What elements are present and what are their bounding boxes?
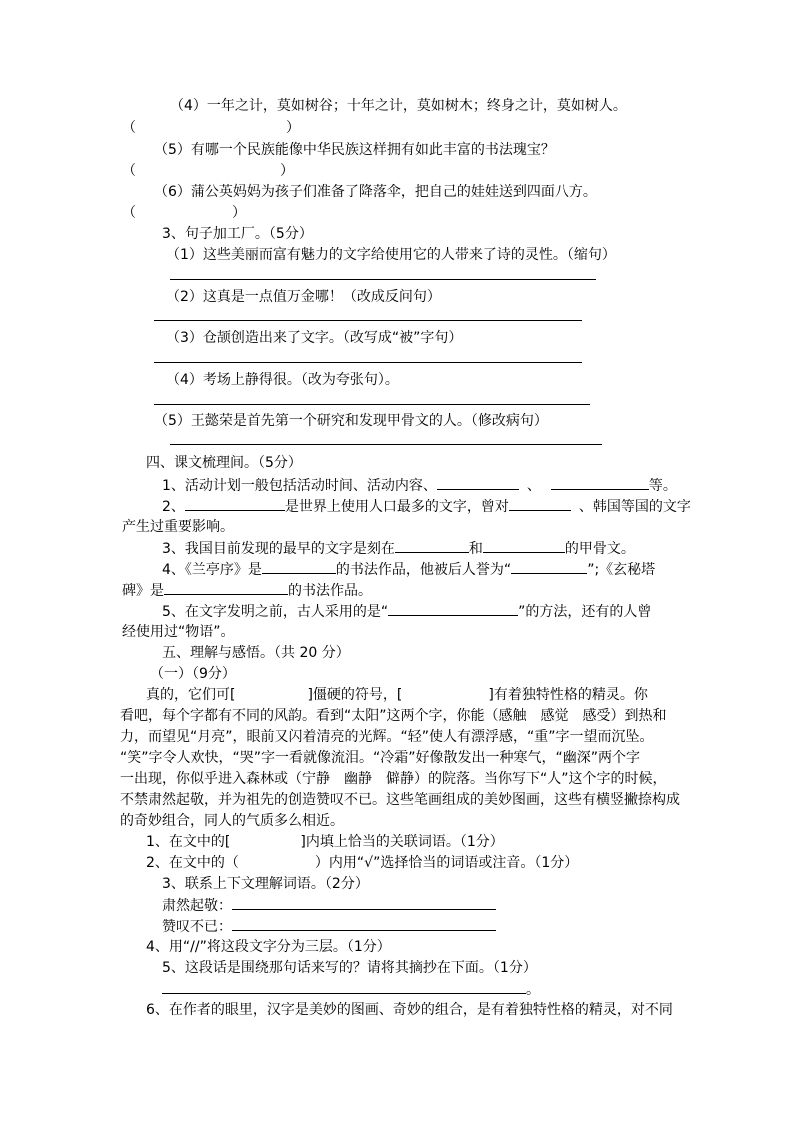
blank[interactable] bbox=[164, 580, 288, 595]
question-6: 6、在作者的眼里，汉字是美妙的图画、奇妙的组合，是有着独特性格的精灵，对不同 bbox=[146, 1002, 673, 1018]
section-4-title: 四、课文梳理间。（5分） bbox=[146, 455, 302, 471]
question-3a: 肃然起敬： bbox=[162, 895, 496, 916]
fill-item-5-cont: 经使用过“物语”。 bbox=[122, 624, 235, 640]
blank[interactable] bbox=[437, 475, 519, 490]
passage-line: 看吧，每个字都有不同的风韵。看到“太阳”这两个字，你能（感触 感觉 感受）到热和 bbox=[120, 708, 667, 724]
blank[interactable] bbox=[509, 496, 571, 511]
blank[interactable] bbox=[551, 475, 649, 490]
question-1: 1、在文中的[ ]内填上恰当的关联词语。（1分） bbox=[146, 834, 504, 850]
fill-item-5: 5、在文字发明之前，古人采用的是“ ”的方法，还有的人曾 bbox=[162, 601, 651, 622]
blank[interactable] bbox=[388, 601, 518, 616]
passage-line: 不禁肃然起敬，并为祖先的创造赞叹不已。这些笔画组成的美妙图画，这些有横竖撇捺构成 bbox=[120, 792, 680, 808]
question-3b: 赞叹不已： bbox=[162, 916, 496, 937]
blank[interactable] bbox=[262, 559, 336, 574]
fill-item-2: 2、 是世界上使用人口最多的文字，曾对 、韩国等国的文字 bbox=[162, 496, 691, 517]
fill-item-3: 3、我国目前发现的最早的文字是刻在 和 的甲骨文。 bbox=[162, 538, 635, 559]
section-3-title: 3、句子加工厂。（5分） bbox=[162, 226, 313, 242]
answer-paren-5: （ ） bbox=[122, 163, 294, 179]
fill-item-1: 1、活动计划一般包括活动时间、活动内容、 、 等。 bbox=[162, 475, 677, 496]
answer-paren-4: （ ） bbox=[122, 120, 300, 136]
passage-line: 真的，它们可[ ]僵硬的符号，[ ]有着独特性格的精灵。你 bbox=[146, 687, 648, 703]
answer-line-2[interactable] bbox=[154, 320, 582, 321]
answer-blank[interactable] bbox=[232, 916, 496, 931]
passage-line: 力，而望见“月亮”，眼前又闪着清亮的光辉。“轻”使人有漂浮感，“重”字一望而沉坠。 bbox=[120, 729, 654, 745]
answer-line-5[interactable] bbox=[170, 444, 602, 445]
blank[interactable] bbox=[395, 538, 469, 553]
fill-item-4-cont: 碑》是 的书法作品。 bbox=[122, 580, 372, 601]
answer-line-3[interactable] bbox=[154, 362, 582, 363]
fill-item-2-cont: 产生过重要影响。 bbox=[122, 519, 234, 535]
passage-1-label: （一）（9分） bbox=[150, 666, 236, 682]
exercise-4: （4）考场上静得很。（改为夸张句）。 bbox=[166, 372, 399, 388]
exercise-1: （1）这些美丽而富有魅力的文字给使用它的人带来了诗的灵性。（缩句） bbox=[166, 247, 616, 263]
question-4: 4、用“//”将这段文字分为三层。（1分） bbox=[146, 939, 391, 955]
section-5-title: 五、理解与感悟。（共 20 分） bbox=[162, 645, 350, 661]
sentence-6: （6）蒲公英妈妈为孩子们准备了降落伞，把自己的娃娃送到四面八方。 bbox=[154, 184, 597, 200]
answer-blank[interactable] bbox=[232, 895, 496, 910]
question-2: 2、在文中的（ ）内用“√”选择恰当的词语或注音。（1分） bbox=[146, 855, 579, 871]
answer-paren-6: （ ） bbox=[122, 205, 246, 221]
sentence-5: （5）有哪一个民族能像中华民族这样拥有如此丰富的书法瑰宝？ bbox=[154, 142, 555, 158]
question-3: 3、联系上下文理解词语。（2分） bbox=[162, 876, 369, 892]
answer-line-1[interactable] bbox=[170, 279, 596, 280]
question-5-answer: 。 bbox=[162, 979, 540, 1000]
passage-line: 的奇妙组合，同人的气质多么相近。 bbox=[120, 813, 344, 829]
blank[interactable] bbox=[483, 538, 565, 553]
question-5: 5、这段话是围绕那句话来写的？请将其摘抄在下面。（1分） bbox=[162, 960, 537, 976]
answer-line-4[interactable] bbox=[154, 404, 590, 405]
exercise-3: （3）仓颉创造出来了文字。（改写成“被”字句） bbox=[166, 330, 463, 346]
exercise-2: （2）这真是一点值万金哪！（改成反问句） bbox=[166, 289, 441, 305]
blank[interactable] bbox=[511, 559, 587, 574]
blank[interactable] bbox=[185, 496, 285, 511]
passage-line: 一出现，你似乎进入森林或（宁静 幽静 僻静）的院落。当你写下“人”这个字的时候， bbox=[120, 771, 667, 787]
sentence-4: （4）一年之计，莫如树谷；十年之计，莫如树木；终身之计，莫如树人。 bbox=[170, 98, 627, 114]
fill-item-4: 4、《兰亭序》是 的书法作品，他被后人誉为“ ”;《玄秘塔 bbox=[162, 559, 655, 580]
answer-blank[interactable] bbox=[162, 979, 526, 994]
exercise-5: （5）王懿荣是首先第一个研究和发现甲骨文的人。（修改病句） bbox=[154, 413, 548, 429]
passage-line: “笑”字令人欢快，“哭”字一看就像流泪。“冷霜”好像散发出一种寒气，“幽深”两个字 bbox=[120, 750, 641, 766]
